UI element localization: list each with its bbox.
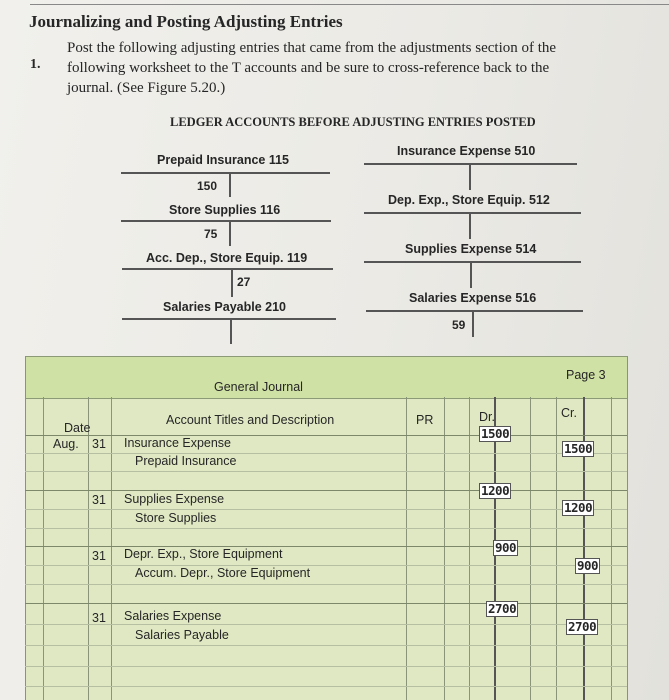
journal-credit-account: Store Supplies [135, 511, 217, 525]
t-account-name-dep-exp-store-equip: Dep. Exp., Store Equip. 512 [388, 193, 550, 207]
question-line-1: Post the following adjusting entries that came from the adjustments section of the [67, 40, 557, 56]
t-account-stem [469, 212, 471, 239]
journal-cr-amount: 2700 [568, 619, 597, 634]
t-account-bar [122, 268, 333, 270]
t-account-stem [229, 220, 231, 246]
column-line [530, 397, 531, 700]
journal-debit-account: Salaries Expense [124, 609, 222, 623]
t-account-name-supplies-expense: Supplies Expense 514 [405, 242, 537, 256]
journal-dr-amount: 1500 [481, 426, 510, 441]
column-header-cr: Cr. [561, 406, 577, 420]
column-line [43, 397, 44, 700]
journal-credit-account: Accum. Depr., Store Equipment [135, 566, 311, 580]
ledger-heading: LEDGER ACCOUNTS BEFORE ADJUSTING ENTRIES POSTED [170, 115, 536, 129]
journal-credit-account: Prepaid Insurance [135, 454, 237, 468]
t-account-stem [469, 163, 471, 190]
t-account-name-prepaid-insurance: Prepaid Insurance 115 [157, 153, 290, 167]
row-line [25, 584, 627, 585]
journal-day: 31 [92, 549, 106, 563]
t-account-name-insurance-expense: Insurance Expense 510 [397, 144, 536, 158]
journal-border-right [627, 356, 628, 700]
row-line [25, 686, 627, 687]
question-line-2: following worksheet to the T accounts and be sure to cross-reference back to the [67, 60, 550, 76]
t-account-stem [231, 268, 233, 297]
journal-credit-account: Salaries Payable [135, 628, 229, 642]
journal-debit-account: Insurance Expense [124, 436, 232, 450]
journal-title: General Journal [214, 380, 303, 394]
row-line [25, 624, 627, 625]
row-line [25, 645, 627, 646]
question-line-3: journal. (See Figure 5.20.) [67, 80, 226, 96]
t-account-debit-store-supplies: 75 [204, 227, 218, 241]
column-header-account: Account Titles and Description [166, 413, 335, 427]
t-account-bar [122, 318, 336, 320]
column-line [406, 397, 407, 700]
journal-day: 31 [92, 437, 106, 451]
t-account-debit-salaries-expense: 59 [452, 318, 466, 332]
journal-dr-amount: 900 [495, 540, 517, 555]
column-line [556, 397, 557, 700]
journal-debit-account: Depr. Exp., Store Equipment [124, 547, 283, 561]
t-account-stem [229, 172, 231, 197]
t-account-stem [470, 261, 472, 288]
column-line [611, 397, 612, 700]
t-account-bar [364, 212, 581, 214]
t-account-stem [230, 318, 232, 344]
column-header-date: Date [64, 421, 91, 435]
t-account-bar [121, 220, 331, 222]
journal-day: 31 [92, 611, 106, 625]
journal-debit-account: Supplies Expense [124, 492, 225, 506]
t-account-bar [364, 261, 581, 263]
t-account-credit-acc-dep-store-equip: 27 [237, 275, 251, 289]
row-line [25, 490, 627, 491]
journal-page-number: Page 3 [566, 368, 606, 382]
journal-month: Aug. [53, 437, 79, 451]
row-line [25, 471, 627, 472]
row-line [25, 435, 627, 436]
t-account-debit-prepaid-insurance: 150 [197, 179, 218, 193]
t-account-name-salaries-payable: Salaries Payable 210 [163, 300, 287, 314]
journal-day: 31 [92, 493, 106, 507]
column-header-pr: PR [416, 413, 434, 427]
row-line [25, 603, 627, 604]
t-account-bar [121, 172, 330, 174]
row-line [25, 453, 627, 454]
journal-cr-amount: 900 [577, 558, 599, 573]
t-account-name-salaries-expense: Salaries Expense 516 [409, 291, 537, 305]
question-number: 1. [30, 57, 41, 72]
row-line [25, 666, 627, 667]
t-account-stem [472, 310, 474, 337]
column-line [111, 397, 112, 700]
t-account-bar [364, 163, 577, 165]
journal-cr-amount: 1200 [564, 500, 593, 515]
column-line [444, 397, 445, 700]
row-line [25, 528, 627, 529]
row-line [25, 546, 627, 547]
top-rule [30, 4, 669, 5]
page-title: Journalizing and Posting Adjusting Entries [29, 12, 343, 31]
column-line [469, 397, 470, 700]
journal-dr-amount: 1200 [481, 483, 510, 498]
column-line [88, 397, 89, 700]
row-line [25, 509, 627, 510]
row-line [25, 565, 627, 566]
t-account-name-acc-dep-store-equip: Acc. Dep., Store Equip. 119 [146, 251, 308, 265]
t-account-name-store-supplies: Store Supplies 116 [169, 203, 281, 217]
column-header-dr: Dr. [479, 410, 495, 424]
t-account-bar [366, 310, 583, 312]
journal-cr-amount: 1500 [564, 441, 593, 456]
journal-dr-amount: 2700 [488, 601, 517, 616]
journal-header-band [25, 356, 627, 399]
